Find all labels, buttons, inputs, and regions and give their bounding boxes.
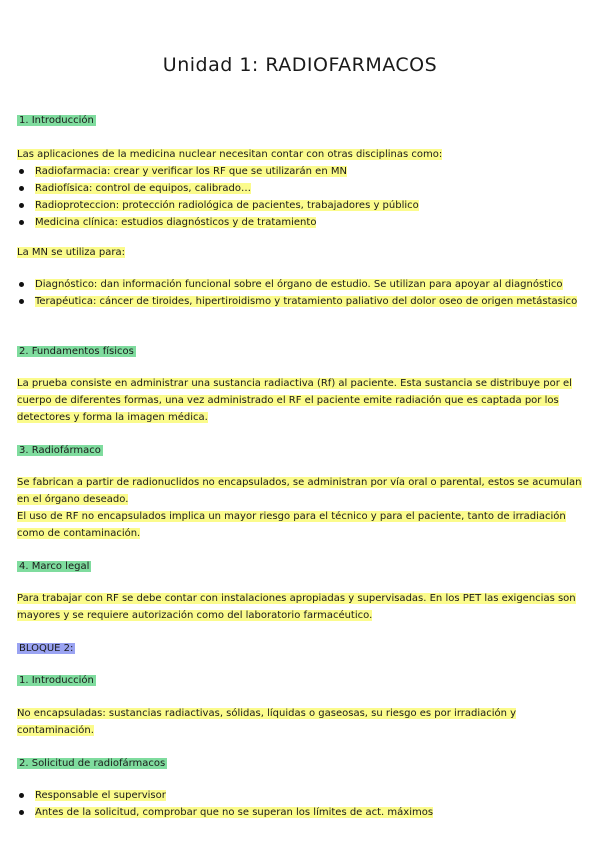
bloque-2-heading: BLOQUE 2: [19, 643, 74, 654]
list-item: Radiofarmacia: crear y verificar los RF que se utilizarán en MN [17, 163, 585, 180]
list-item: Terapéutica: cáncer de tiroides, hipertiroidismo y tratamiento paliativo del dolor oseo de origen metástasico [17, 293, 585, 310]
mn-uses [17, 276, 585, 310]
bloque-2-section-1-body: No encapsuladas: sustancias radiactivas, sólidas, líquidas o gaseosas, su riesgo es por irradiación y contaminación. [17, 708, 517, 736]
section-3-body: Se fabrican a partir de radionuclidos no encapsulados, se administran por vía oral o parental, estos se acumulan en el órgano deseado. El uso de RF no encapsulados implica un mayor riesgo para el técnico y para el paciente, tanto de irradiación como de contaminación. [17, 477, 582, 539]
bloque-2-section-1-heading: 1. Introducción [19, 675, 94, 686]
list-item: Diagnóstico: dan información funcional sobre el órgano de estudio. Se utilizan para apoyar al diagnóstico [17, 276, 585, 293]
mn-uses-list [17, 276, 585, 310]
bloque-2-section-2-heading: 2. Solicitud de radiofármacos [19, 758, 166, 769]
document-title: Unidad 1: RADIOFARMACOS [162, 54, 438, 76]
section-4-body: Para trabajar con RF se debe contar con instalaciones apropiadas y supervisadas. En los PET las exigencias son mayores y se requiere autorización como del laboratorio farmacéutico. [17, 593, 576, 621]
bloque-2-section-2-body [17, 787, 585, 821]
list-item: Medicina clínica: estudios diagnósticos y de tratamiento [17, 214, 585, 231]
list-item: Radiofísica: control de equipos, calibrado… [17, 180, 585, 197]
section-1-intro: Las aplicaciones de la medicina nuclear necesitan contar con otras disciplinas como: [17, 149, 443, 160]
section-2-body: La prueba consiste en administrar una sustancia radiactiva (Rf) al paciente. Esta sustancia se distribuye por el cuerpo de diferentes formas, una vez administrado el RF el paciente emite radiación que es captada por los detectores y forma la imagen médica. [17, 378, 572, 423]
section-1-body [17, 146, 585, 231]
list-item: Responsable el supervisor [17, 787, 585, 804]
list-item: Antes de la solicitud, comprobar que no se superan los límites de act. máximos [17, 804, 585, 821]
solicitud-list [17, 787, 585, 821]
list-item: Radioproteccion: protección radiológica de pacientes, trabajadores y público [17, 197, 585, 214]
section-3-heading: 3. Radiofármaco [19, 445, 101, 456]
section-2-heading: 2. Fundamentos físicos [19, 346, 134, 357]
section-4-heading: 4. Marco legal [19, 561, 90, 572]
section-1-heading: 1. Introducción [19, 115, 94, 126]
mn-intro: La MN se utiliza para: [17, 247, 125, 258]
disciplines-list [17, 163, 585, 231]
